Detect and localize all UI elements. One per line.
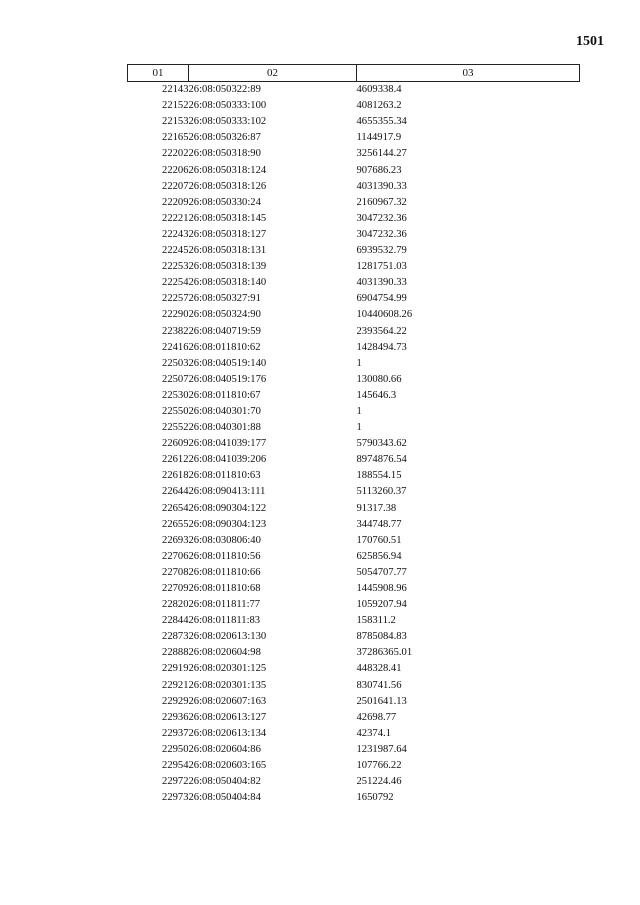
table-row xyxy=(128,726,580,742)
row-id-cell: 22290 xyxy=(162,309,189,321)
row-id-cell: 22921 xyxy=(162,679,189,691)
row-id-cell: 22708 xyxy=(162,566,189,578)
row-id-cell: 22243 xyxy=(162,228,189,240)
table-row xyxy=(128,275,580,291)
table-row xyxy=(128,179,580,195)
table-row xyxy=(128,517,580,533)
row-id-cell: 22919 xyxy=(162,663,189,675)
cadastral-number-cell: 26:08:041039:177 xyxy=(188,438,267,450)
table-row xyxy=(128,243,580,259)
table-row xyxy=(128,227,580,243)
row-id-cell: 22873 xyxy=(162,631,189,643)
value-cell: 37286365.01 xyxy=(356,647,413,659)
table-row xyxy=(128,742,580,758)
value-cell: 188554.15 xyxy=(356,470,402,482)
row-id-cell: 22165 xyxy=(162,132,189,144)
cadastral-number-cell: 26:08:050318:126 xyxy=(188,180,267,192)
row-id-cell: 22207 xyxy=(162,180,189,192)
cadastral-number-cell: 26:08:050318:127 xyxy=(188,228,267,240)
table-row xyxy=(128,501,580,517)
column-header-03: 03 xyxy=(357,65,580,82)
row-id-cell: 22972 xyxy=(162,776,189,788)
value-cell: 4031390.33 xyxy=(356,180,407,192)
value-cell: 1231987.64 xyxy=(356,743,407,755)
value-cell: 4031390.33 xyxy=(356,277,407,289)
row-id-cell: 22530 xyxy=(162,389,189,401)
cadastral-number-cell: 26:08:040519:176 xyxy=(188,373,267,385)
row-id-cell: 22253 xyxy=(162,261,189,273)
value-cell: 1428494.73 xyxy=(356,341,407,353)
cadastral-number-cell: 26:08:050327:91 xyxy=(188,293,261,305)
value-cell: 2501641.13 xyxy=(356,695,407,707)
cadastral-number-cell: 26:08:050333:102 xyxy=(188,116,267,128)
table-row xyxy=(128,484,580,500)
cadastral-number-cell: 26:08:050322:89 xyxy=(188,84,261,96)
table-row xyxy=(128,372,580,388)
table-row xyxy=(128,436,580,452)
row-id-cell: 22844 xyxy=(162,615,189,627)
table-row xyxy=(128,694,580,710)
cadastral-number-cell: 26:08:040301:88 xyxy=(188,422,261,434)
table-row xyxy=(128,130,580,146)
data-table xyxy=(127,64,580,806)
value-cell: 1 xyxy=(356,422,362,434)
value-cell: 2393564.22 xyxy=(356,325,407,337)
value-cell: 4609338.4 xyxy=(356,84,402,96)
value-cell: 2160967.32 xyxy=(356,196,407,208)
value-cell: 170760.51 xyxy=(356,534,402,546)
table-row xyxy=(128,629,580,645)
cadastral-number-cell: 26:08:050326:87 xyxy=(188,132,261,144)
cadastral-number-cell: 26:08:050318:139 xyxy=(188,261,267,273)
value-cell: 4655355.34 xyxy=(356,116,407,128)
value-cell: 1059207.94 xyxy=(356,599,407,611)
value-cell: 10440608.26 xyxy=(356,309,413,321)
row-id-cell: 22936 xyxy=(162,711,189,723)
value-cell: 625856.94 xyxy=(356,550,402,562)
cadastral-number-cell: 26:08:050404:84 xyxy=(188,792,261,804)
value-cell: 42698.77 xyxy=(356,711,397,723)
row-id-cell: 22929 xyxy=(162,695,189,707)
row-id-cell: 22937 xyxy=(162,727,189,739)
cadastral-number-cell: 26:08:090304:123 xyxy=(188,518,267,530)
cadastral-number-cell: 26:08:011810:63 xyxy=(188,470,261,482)
cadastral-number-cell: 26:08:020613:134 xyxy=(188,727,267,739)
cadastral-number-cell: 26:08:011810:62 xyxy=(188,341,261,353)
table-row xyxy=(128,291,580,307)
table-row xyxy=(128,613,580,629)
table-row xyxy=(128,452,580,468)
value-cell: 158311.2 xyxy=(356,615,396,627)
row-id-cell: 22693 xyxy=(162,534,189,546)
cadastral-number-cell: 26:08:011810:66 xyxy=(188,566,261,578)
row-id-cell: 22206 xyxy=(162,164,189,176)
cadastral-number-cell: 26:08:040301:70 xyxy=(188,405,261,417)
row-id-cell: 22143 xyxy=(162,84,189,96)
value-cell: 3047232.36 xyxy=(356,212,407,224)
value-cell: 344748.77 xyxy=(356,518,402,530)
cadastral-number-cell: 26:08:020301:135 xyxy=(188,679,267,691)
cadastral-number-cell: 26:08:050318:131 xyxy=(188,245,267,257)
column-header-01: 01 xyxy=(128,65,189,82)
table-row xyxy=(128,356,580,372)
table-row xyxy=(128,98,580,114)
value-cell: 4081263.2 xyxy=(356,100,402,112)
table-row xyxy=(128,549,580,565)
value-cell: 145646.3 xyxy=(356,389,397,401)
cadastral-number-cell: 26:08:090304:122 xyxy=(188,502,267,514)
table-row xyxy=(128,114,580,130)
cadastral-number-cell: 26:08:020613:127 xyxy=(188,711,267,723)
table-row xyxy=(128,710,580,726)
cadastral-number-cell: 26:08:050333:100 xyxy=(188,100,267,112)
value-cell: 5113260.37 xyxy=(356,486,407,498)
row-id-cell: 22973 xyxy=(162,792,189,804)
row-id-cell: 22382 xyxy=(162,325,189,337)
cadastral-number-cell: 26:08:030806:40 xyxy=(188,534,261,546)
cadastral-number-cell: 26:08:040519:140 xyxy=(188,357,267,369)
page-number: 1501 xyxy=(576,34,604,49)
cadastral-number-cell: 26:08:090413:111 xyxy=(188,486,266,498)
row-id-cell: 22245 xyxy=(162,245,189,257)
table-row xyxy=(128,324,580,340)
cadastral-number-cell: 26:08:011810:56 xyxy=(188,550,261,562)
cadastral-number-cell: 26:08:020301:125 xyxy=(188,663,267,675)
table-body xyxy=(128,82,580,807)
row-id-cell: 22609 xyxy=(162,438,189,450)
cadastral-number-cell: 26:08:050324:90 xyxy=(188,309,261,321)
value-cell: 448328.41 xyxy=(356,663,402,675)
value-cell: 42374.1 xyxy=(356,727,391,739)
value-cell: 1650792 xyxy=(356,792,394,804)
table-row xyxy=(128,468,580,484)
value-cell: 130080.66 xyxy=(356,373,402,385)
table-row xyxy=(128,211,580,227)
value-cell: 1144917.9 xyxy=(356,132,402,144)
cadastral-number-cell: 26:08:020603:165 xyxy=(188,760,267,772)
table-row xyxy=(128,404,580,420)
table-row xyxy=(128,678,580,694)
row-id-cell: 22706 xyxy=(162,550,189,562)
row-id-cell: 22202 xyxy=(162,148,189,160)
table-row xyxy=(128,388,580,404)
table-row xyxy=(128,259,580,275)
value-cell: 8785084.83 xyxy=(356,631,407,643)
cadastral-number-cell: 26:08:050318:90 xyxy=(188,148,261,160)
table-row xyxy=(128,790,580,806)
table-row xyxy=(128,645,580,661)
value-cell: 8974876.54 xyxy=(356,454,407,466)
value-cell: 6904754.99 xyxy=(356,293,407,305)
row-id-cell: 22550 xyxy=(162,405,189,417)
cadastral-number-cell: 26:08:011810:68 xyxy=(188,583,261,594)
value-cell: 1 xyxy=(356,405,362,417)
value-cell: 91317.38 xyxy=(356,502,397,514)
row-id-cell: 22507 xyxy=(162,373,189,385)
row-id-cell: 22654 xyxy=(162,502,189,514)
cadastral-number-cell: 26:08:020604:98 xyxy=(188,647,261,659)
cadastral-number-cell: 26:08:041039:206 xyxy=(188,454,267,466)
cadastral-number-cell: 26:08:050404:82 xyxy=(188,776,261,788)
row-id-cell: 22618 xyxy=(162,470,189,482)
table-header-row xyxy=(128,65,580,82)
value-cell: 1 xyxy=(356,357,362,369)
row-id-cell: 22254 xyxy=(162,277,189,289)
row-id-cell: 22655 xyxy=(162,518,189,530)
cadastral-number-cell: 26:08:020613:130 xyxy=(188,631,267,643)
cadastral-number-cell: 26:08:050330:24 xyxy=(188,196,261,208)
row-id-cell: 22221 xyxy=(162,212,189,224)
cadastral-number-cell: 26:08:040719:59 xyxy=(188,325,261,337)
row-id-cell: 22820 xyxy=(162,599,189,611)
value-cell: 5790343.62 xyxy=(356,438,407,450)
table-row xyxy=(128,340,580,356)
table-row xyxy=(128,82,580,99)
table-row xyxy=(128,758,580,774)
value-cell: 1281751.03 xyxy=(356,261,407,273)
value-cell: 6939532.79 xyxy=(356,245,407,257)
table-row xyxy=(128,661,580,677)
cadastral-number-cell: 26:08:011811:77 xyxy=(188,599,261,611)
value-cell: 107766.22 xyxy=(356,760,402,772)
value-cell: 3047232.36 xyxy=(356,228,407,240)
table-row xyxy=(128,581,580,597)
row-id-cell: 22888 xyxy=(162,647,189,659)
table-row xyxy=(128,774,580,790)
row-id-cell: 22152 xyxy=(162,100,189,112)
value-cell: 830741.56 xyxy=(356,679,402,691)
row-id-cell: 22209 xyxy=(162,196,189,208)
column-header-02: 02 xyxy=(189,65,357,82)
row-id-cell: 22612 xyxy=(162,454,189,466)
table-row xyxy=(128,565,580,581)
table-row xyxy=(128,163,580,179)
table-row xyxy=(128,195,580,211)
cadastral-number-cell: 26:08:011811:83 xyxy=(188,615,261,627)
table-row xyxy=(128,146,580,162)
table-row xyxy=(128,420,580,436)
cadastral-number-cell: 26:08:050318:145 xyxy=(188,212,267,224)
cadastral-number-cell: 26:08:020604:86 xyxy=(188,743,261,755)
row-id-cell: 22257 xyxy=(162,293,189,305)
cadastral-number-cell: 26:08:050318:140 xyxy=(188,277,267,289)
data-table-container xyxy=(127,64,580,806)
row-id-cell: 22950 xyxy=(162,743,189,755)
row-id-cell: 22709 xyxy=(162,583,189,594)
cadastral-number-cell: 26:08:050318:124 xyxy=(188,164,267,176)
row-id-cell: 22153 xyxy=(162,116,189,128)
row-id-cell: 22416 xyxy=(162,341,189,353)
cadastral-number-cell: 26:08:011810:67 xyxy=(188,389,261,401)
value-cell: 5054707.77 xyxy=(356,566,407,578)
value-cell: 3256144.27 xyxy=(356,148,407,160)
value-cell: 251224.46 xyxy=(356,776,402,788)
row-id-cell: 22503 xyxy=(162,357,189,369)
row-id-cell: 22644 xyxy=(162,486,189,498)
cadastral-number-cell: 26:08:020607:163 xyxy=(188,695,267,707)
row-id-cell: 22552 xyxy=(162,422,189,434)
value-cell: 907686.23 xyxy=(356,164,402,176)
table-row xyxy=(128,307,580,323)
value-cell: 1445908.96 xyxy=(356,583,407,594)
table-row xyxy=(128,533,580,549)
table-row xyxy=(128,597,580,613)
row-id-cell: 22954 xyxy=(162,760,189,772)
